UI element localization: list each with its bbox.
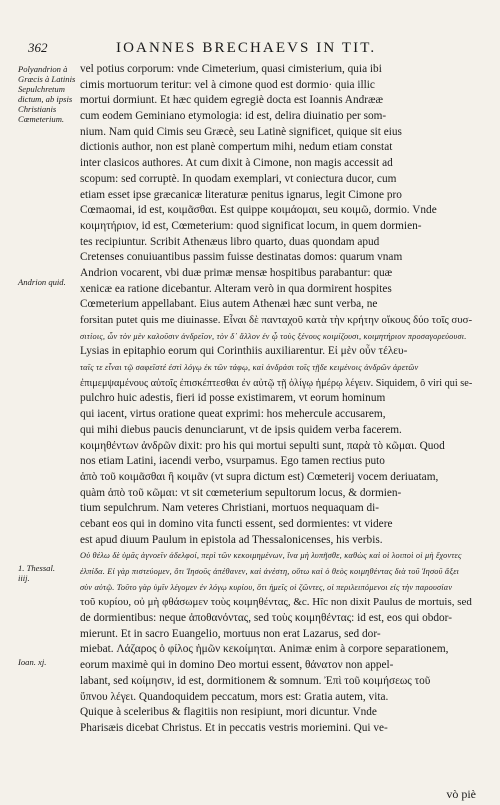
text-line: ἐπιμεμψαμένους αὐτοῖς ἐπισκέπτεσθαι ἐν αὐτῷ τῇ ὀλίγῳ ἡμέρῳ λέγειν. Siquidem, ô viri qui se- bbox=[80, 377, 473, 389]
text-line: mortui dormiunt. Et hæc quidem egregiè docta est Ioannis Andrææ bbox=[80, 94, 384, 107]
text-line: inter clasicos authores. At cum dixit à Cimone, non magis accessit ad bbox=[80, 157, 393, 170]
margin-note-thessalonians: 1. Thessal. iiij. bbox=[18, 563, 56, 583]
text-line: qui mihi diebus paucis denunciarunt, vt de ipsis quidem verba facerem. bbox=[80, 423, 402, 436]
text-line: xenicæ ea ratione dicebantur. Alteram verò in qua dormirent hospites bbox=[80, 282, 392, 295]
text-line: τοῦ κυρίου, οὐ μὴ φθάσωμεν τοὺς κοιμηθέντας, &c. Hîc non dixit Paulus de mortuis, sed bbox=[80, 596, 472, 609]
text-line: cebant eos qui in domino vita functi essent, sed dormientes: vt videre bbox=[80, 517, 393, 530]
page-number: 362 bbox=[28, 40, 48, 55]
text-line: Cœmaomai, id est, κοιμᾶσθαι. Est quippe κοιμάομαι, seu κοιμῶ, dormio. Vnde bbox=[80, 204, 437, 217]
text-line: dictionis author, non est planè compertum mihi, nedum etiam constat bbox=[80, 141, 393, 154]
page-header bbox=[28, 40, 478, 58]
text-line: κοιμηθέντων ἀνδρῶν dixit: pro his qui mortui sepulti sunt, παρὰ τὸ κῶμαι. Quod bbox=[80, 439, 445, 452]
text-line: Andrion vocarent, vbi duæ primæ mensæ hospitibus parabantur: quæ bbox=[80, 266, 393, 279]
text-line: Lysias in epitaphio eorum qui Corinthiis auxiliarentur. Εἰ μὲν οὖν τέλευ- bbox=[80, 345, 408, 358]
text-line: nium. Nam quid Cimis seu Græcè, seu Latinè significet, quique sit eius bbox=[80, 125, 402, 138]
text-line: miebat. Λάζαρος ὁ φίλος ἡμῶν κεκοίμηται. Animæ enim à corpore separationem, bbox=[80, 643, 449, 656]
margin-note-ioan: Ioan. xj. bbox=[18, 657, 47, 667]
body-text bbox=[80, 62, 480, 737]
margin-note-andrion: Andrion quid. bbox=[18, 277, 66, 287]
text-line: cum eodem Geminiano etymologia: id est, delira diuinatio per som- bbox=[80, 110, 387, 123]
text-line: mierunt. Et in sacro Euangelio, mortuus non erat Lazarus, sed dor- bbox=[80, 627, 381, 640]
text-line: scopum: sed corruptè. In quodam exemplari, vt coniectura ducor, cum bbox=[80, 172, 397, 185]
text-line: forsitan putet quis me diuinasse. Εἶναι δὲ πανταχοῦ κατὰ τὴν κρήτην οἴκους δύο τοῖς συσ- bbox=[80, 314, 473, 326]
text-line: Cretenses conuiuantibus passim fuisse destinatas domos: quarum vnam bbox=[80, 251, 403, 264]
text-line: ταῖς τε εἶναι τῷ σαφεῖστέ ἐστὶ λόγῳ ἐκ τῶν τάφῳ, καὶ ἀνδράσι τοῖς τῇδε κειμένοις ἀνδρῶν ἀρετῶν bbox=[80, 363, 419, 373]
text-line: est apud diuum Paulum in epistola ad Thessalonicenses, his verbis. bbox=[80, 533, 383, 546]
text-line: vel potius corporum: vnde Cimeterium, quasi cimisterium, quia ibi bbox=[80, 63, 382, 75]
text-line: Cœmeterium appellabant. Eius autem Athenæi hæc sunt verba, ne bbox=[80, 298, 378, 311]
text-line: nos etiam Latini, iacendi verbo, vsurpamus. Ego tamen rectius puto bbox=[80, 455, 385, 468]
text-line: ἐλπίδα. Εἰ γὰρ πιστεύομεν, ὅτι Ἰησοῦς ἀπέθανεν, καὶ ἀνέστη, οὕτω καὶ ὁ θεὸς κοιμηθέντας διὰ τοῦ Ἰησοῦ ἄξει bbox=[80, 567, 460, 576]
text-line: tes recipiuntur. Scribit Athenæus libro quarto, duas quondam apud bbox=[80, 235, 380, 248]
text-line: quàm ἀπὸ τοῦ κῶμαι: vt sit cœmeterium sepultorum locus, & dormien- bbox=[80, 486, 402, 499]
text-line: eorum maximè qui in domino Deo mortui essent, θάνατον non appel- bbox=[80, 659, 394, 672]
text-line: σιτίοις, ὧν τὸν μὲν καλοῦσιν ἀνδρεῖον, τὸν δ᾽ ἄλλον ἐν ᾧ τοὺς ξένους κοιμίζουσι, κοιμητήριον προσαγορεύουσι. bbox=[80, 331, 467, 341]
text-line: etiam esset ipse græcanicæ literaturæ penitus ignarus, legit Cimone pro bbox=[80, 188, 402, 201]
text-line: ἀπὸ τοῦ κοιμᾶσθαι ἢ κοιμᾶν (vt supra dictum est) Cœmeterij vocem deriuatam, bbox=[80, 470, 439, 483]
catchword: vò piè bbox=[446, 787, 476, 801]
text-line: tium sepulchrum. Nam veteres Christiani, mortuos nequaquam di- bbox=[80, 502, 379, 515]
text-line: κοιμητήριον, id est, Cœmeterium: quod significat locum, in quem dormien- bbox=[80, 219, 422, 232]
text-line: Quique à sceleribus & flagitiis non resipiunt, mori dicuntur. Vnde bbox=[80, 706, 377, 719]
running-head: IOANNES BRECHAEVS IN TIT. bbox=[116, 40, 377, 56]
text-line: ὕπνου λέγει. Quandoquidem peccatum, mors est: Gratia autem, vita. bbox=[80, 690, 389, 703]
text-line: σὺν αὐτῷ. Τοῦτο γὰρ ὑμῖν λέγομεν ἐν λόγῳ κυρίου, ὅτι ἡμεῖς οἱ ζῶντες, οἱ περιλειπόμενοι εἰς τὴν παρουσίαν bbox=[80, 582, 453, 592]
text-line: pulchro huic adestis, fieri id posse existimarem, vt eorum hominum bbox=[80, 392, 386, 405]
text-line: Οὐ θέλω δὲ ὑμᾶς ἀγνοεῖν ἀδελφοί, περὶ τῶν κεκοιμημένων, ἵνα μὴ λυπῆσθε, καθὼς καὶ οἱ λοιποὶ οἱ μὴ ἔχοντες bbox=[80, 551, 462, 561]
margin-note-polyandrion: Polyandrion à Græcis à Latinis Sepulchretum dictum, ab ipsis Christianis Cœmeterium. bbox=[18, 64, 76, 124]
text-line: labant, sed κοίμησιν, id est, dormitionem & somnum. Ἐπὶ τοῦ κοιμήσεως τοῦ bbox=[80, 674, 431, 687]
text-line: cimis mortuorum teritur: vel à cimone quod est dormio· quia illic bbox=[80, 78, 375, 91]
text-line: de dormientibus: neque ἀποθανόντας, sed τοὺς κοιμηθέντας: id est, eos qui obdor- bbox=[80, 612, 452, 625]
text-line: qui iacent, virtus oratione queat exprimi: hos mehercule accusarem, bbox=[80, 408, 386, 421]
text-line: Pharisæis dicebat Christus. Et in peccatis vestris moriemini. Qui ve- bbox=[80, 721, 388, 734]
